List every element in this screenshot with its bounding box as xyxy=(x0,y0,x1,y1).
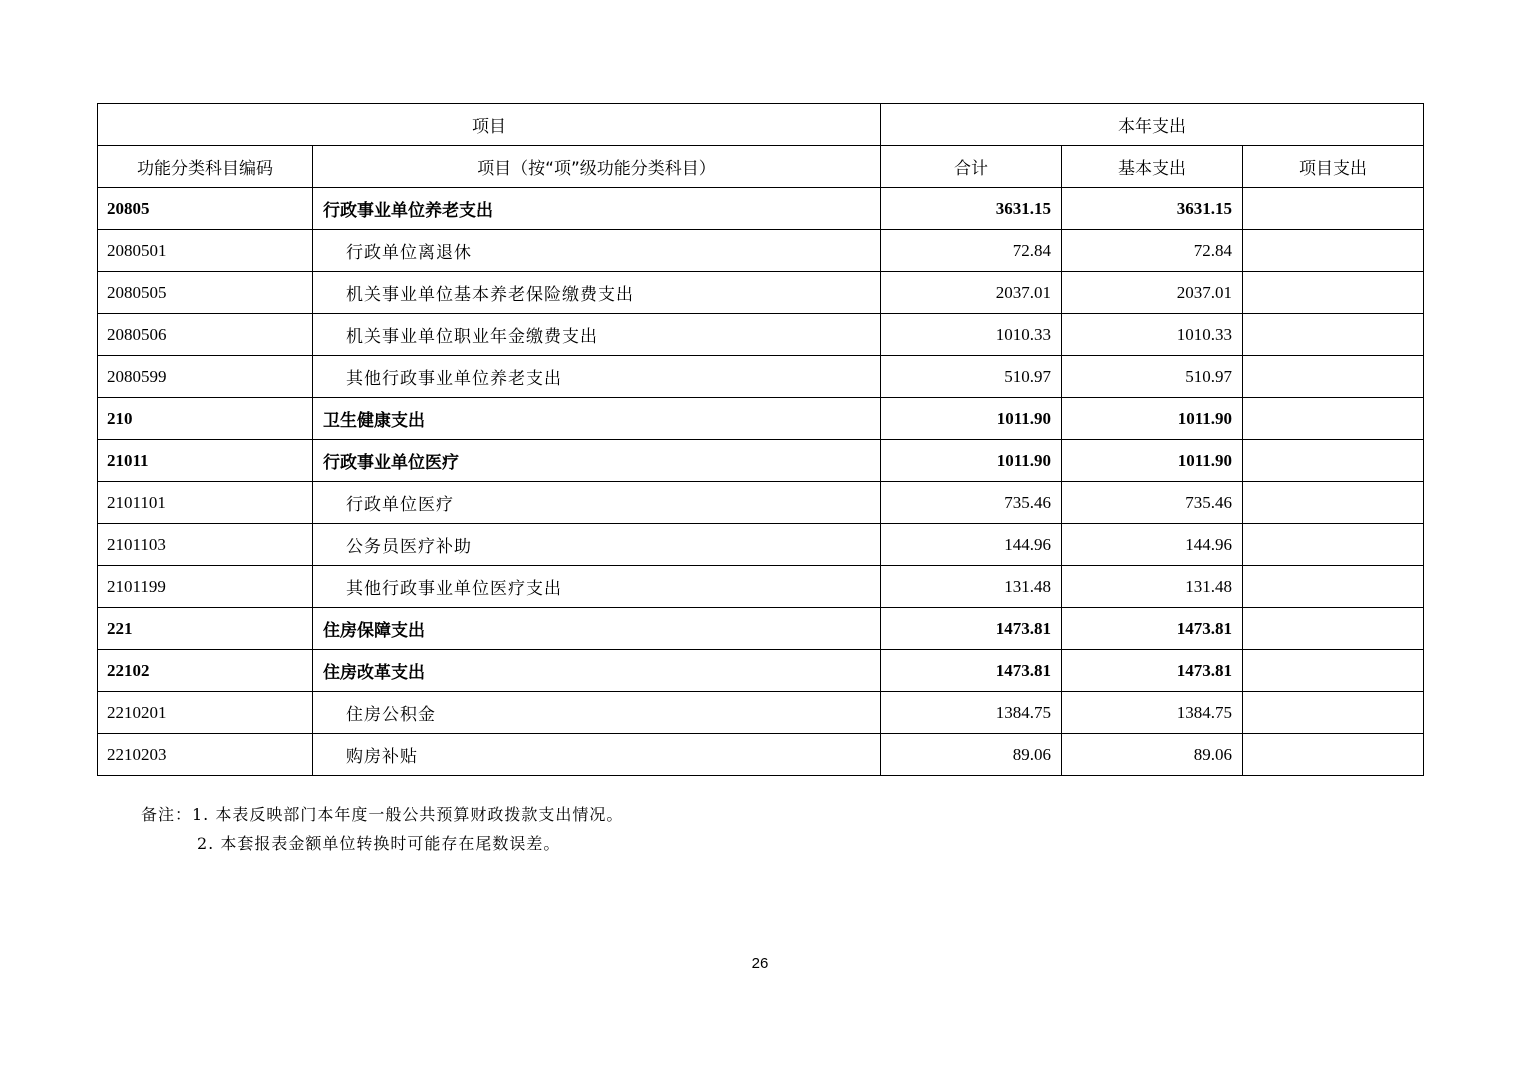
cell-name: 住房改革支出 xyxy=(313,650,881,692)
cell-total: 1011.90 xyxy=(881,440,1062,482)
cell-code: 2080599 xyxy=(98,356,313,398)
expenditure-table xyxy=(97,103,1424,776)
cell-basic: 1384.75 xyxy=(1062,692,1243,734)
column-header-code: 功能分类科目编码 xyxy=(98,146,313,188)
header-group-row xyxy=(98,104,1424,146)
column-header-name: 项目（按“项”级功能分类科目） xyxy=(313,146,881,188)
cell-name: 机关事业单位职业年金缴费支出 xyxy=(313,314,881,356)
cell-basic: 510.97 xyxy=(1062,356,1243,398)
cell-project xyxy=(1243,356,1424,398)
table-row xyxy=(98,188,1424,230)
cell-basic: 735.46 xyxy=(1062,482,1243,524)
cell-code: 221 xyxy=(98,608,313,650)
cell-total: 144.96 xyxy=(881,524,1062,566)
cell-total: 1473.81 xyxy=(881,650,1062,692)
cell-basic: 144.96 xyxy=(1062,524,1243,566)
cell-total: 131.48 xyxy=(881,566,1062,608)
cell-code: 2101103 xyxy=(98,524,313,566)
cell-total: 2037.01 xyxy=(881,272,1062,314)
table-row xyxy=(98,734,1424,776)
cell-project xyxy=(1243,692,1424,734)
table-row xyxy=(98,482,1424,524)
cell-name: 其他行政事业单位医疗支出 xyxy=(313,566,881,608)
table-row xyxy=(98,524,1424,566)
cell-name: 行政事业单位养老支出 xyxy=(313,188,881,230)
cell-project xyxy=(1243,608,1424,650)
cell-name: 公务员医疗补助 xyxy=(313,524,881,566)
cell-project xyxy=(1243,650,1424,692)
cell-basic: 1011.90 xyxy=(1062,440,1243,482)
table-body xyxy=(98,188,1424,776)
cell-project xyxy=(1243,566,1424,608)
column-header-project: 项目支出 xyxy=(1243,146,1424,188)
cell-project xyxy=(1243,734,1424,776)
cell-code: 20805 xyxy=(98,188,313,230)
table-row xyxy=(98,314,1424,356)
cell-total: 1473.81 xyxy=(881,608,1062,650)
page-number: 26 xyxy=(751,955,769,972)
cell-code: 22102 xyxy=(98,650,313,692)
cell-code: 210 xyxy=(98,398,313,440)
cell-project xyxy=(1243,188,1424,230)
table-row xyxy=(98,272,1424,314)
note-line-1: 备注：1. 本表反映部门本年度一般公共预算财政拨款支出情况。 xyxy=(141,805,624,824)
table-row xyxy=(98,566,1424,608)
cell-project xyxy=(1243,398,1424,440)
cell-code: 2101101 xyxy=(98,482,313,524)
cell-basic: 1473.81 xyxy=(1062,650,1243,692)
cell-basic: 1473.81 xyxy=(1062,608,1243,650)
table-row xyxy=(98,692,1424,734)
table-row xyxy=(98,650,1424,692)
cell-project xyxy=(1243,272,1424,314)
cell-project xyxy=(1243,524,1424,566)
cell-project xyxy=(1243,230,1424,272)
cell-code: 2080505 xyxy=(98,272,313,314)
cell-basic: 1010.33 xyxy=(1062,314,1243,356)
cell-total: 1384.75 xyxy=(881,692,1062,734)
cell-total: 1011.90 xyxy=(881,398,1062,440)
header-item: 项目 xyxy=(98,104,881,146)
table-row xyxy=(98,230,1424,272)
notes xyxy=(141,800,623,858)
cell-name: 行政单位医疗 xyxy=(313,482,881,524)
column-header-basic: 基本支出 xyxy=(1062,146,1243,188)
cell-code: 2080506 xyxy=(98,314,313,356)
cell-total: 72.84 xyxy=(881,230,1062,272)
header-current-year: 本年支出 xyxy=(881,104,1424,146)
cell-total: 1010.33 xyxy=(881,314,1062,356)
cell-basic: 1011.90 xyxy=(1062,398,1243,440)
cell-basic: 89.06 xyxy=(1062,734,1243,776)
note-line-2: 2. 本套报表金额单位转换时可能存在尾数误差。 xyxy=(197,834,561,853)
cell-basic: 3631.15 xyxy=(1062,188,1243,230)
cell-name: 住房保障支出 xyxy=(313,608,881,650)
table-row xyxy=(98,440,1424,482)
cell-code: 2080501 xyxy=(98,230,313,272)
cell-name: 其他行政事业单位养老支出 xyxy=(313,356,881,398)
cell-code: 2210201 xyxy=(98,692,313,734)
cell-basic: 72.84 xyxy=(1062,230,1243,272)
cell-basic: 131.48 xyxy=(1062,566,1243,608)
cell-project xyxy=(1243,440,1424,482)
cell-total: 510.97 xyxy=(881,356,1062,398)
cell-total: 3631.15 xyxy=(881,188,1062,230)
header-column-row xyxy=(98,146,1424,188)
cell-code: 2101199 xyxy=(98,566,313,608)
cell-project xyxy=(1243,314,1424,356)
cell-name: 住房公积金 xyxy=(313,692,881,734)
cell-total: 735.46 xyxy=(881,482,1062,524)
cell-name: 机关事业单位基本养老保险缴费支出 xyxy=(313,272,881,314)
cell-name: 行政事业单位医疗 xyxy=(313,440,881,482)
cell-code: 2210203 xyxy=(98,734,313,776)
table-row xyxy=(98,398,1424,440)
table-row xyxy=(98,356,1424,398)
cell-total: 89.06 xyxy=(881,734,1062,776)
cell-name: 购房补贴 xyxy=(313,734,881,776)
cell-project xyxy=(1243,482,1424,524)
cell-basic: 2037.01 xyxy=(1062,272,1243,314)
column-header-total: 合计 xyxy=(881,146,1062,188)
cell-code: 21011 xyxy=(98,440,313,482)
cell-name: 行政单位离退休 xyxy=(313,230,881,272)
cell-name: 卫生健康支出 xyxy=(313,398,881,440)
table-row xyxy=(98,608,1424,650)
